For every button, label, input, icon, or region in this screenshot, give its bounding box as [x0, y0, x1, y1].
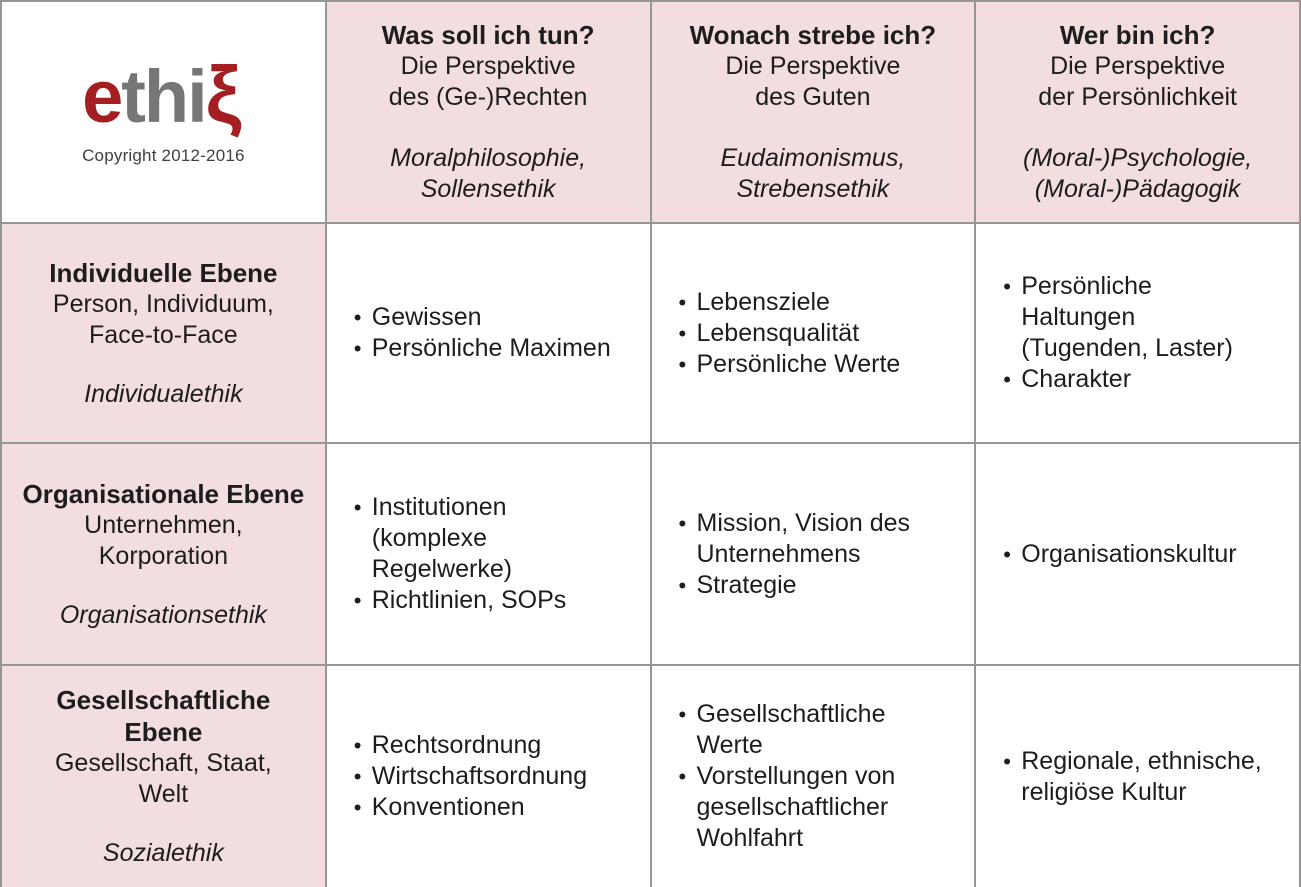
column-discipline-line: Strebensethik: [736, 175, 890, 203]
column-header-right: [327, 2, 650, 222]
column-discipline-line: (Moral-)Psychologie,: [1023, 144, 1253, 172]
bullet-list: [1003, 271, 1265, 395]
cell-organisational-personality: [976, 444, 1299, 664]
ethix-logo: [82, 50, 245, 139]
bullet-list: [354, 730, 616, 823]
bullet-list: [1003, 539, 1265, 570]
row-scope-line: Person, Individuum,: [52, 289, 274, 318]
column-discipline-block: [720, 143, 905, 205]
bullet-list: [679, 699, 941, 854]
column-perspective-line: des (Ge-)Rechten: [388, 83, 588, 111]
column-question: Wonach strebe ich?: [689, 20, 937, 50]
logo-wrap: [82, 50, 245, 166]
logo-cell: [2, 2, 325, 222]
column-discipline-block: [1023, 143, 1252, 205]
list-item: • Regionale, ethnische, religiöse Kultur: [1003, 746, 1265, 808]
column-perspective-line: Die Perspektive: [400, 52, 576, 80]
list-item: • Persönliche Maximen: [354, 333, 616, 364]
row-ethics-block: [103, 838, 224, 869]
cell-individual-right: [327, 224, 650, 442]
cell-societal-good: [652, 666, 975, 887]
column-discipline-block: [390, 143, 586, 205]
bullet-list: [1003, 746, 1265, 808]
list-item: • Richtlinien, SOPs: [354, 585, 616, 616]
column-header-good: [652, 2, 975, 222]
column-question: Wer bin ich?: [1059, 20, 1216, 50]
row-header-societal: [2, 666, 325, 887]
bullet-list: [679, 508, 941, 601]
list-item: • Strategie: [679, 570, 941, 601]
list-item: • Persönliche Werte: [679, 349, 941, 380]
row-ethics-label: Individualethik: [84, 379, 243, 408]
copyright-text: Copyright 2012-2016: [82, 146, 245, 165]
list-item: • Charakter: [1003, 364, 1265, 395]
row-scope-line: Welt: [138, 780, 189, 808]
list-item: • Lebensqualität: [679, 318, 941, 349]
column-perspective-line: des Guten: [755, 83, 871, 111]
row-scope-line: Korporation: [98, 541, 228, 570]
list-item: • Konventionen: [354, 792, 616, 823]
list-item: • Mission, Vision des Unternehmens: [679, 508, 941, 570]
row-scope-line: Unternehmen,: [84, 510, 243, 539]
row-scope-line: Gesellschaft, Staat,: [54, 749, 272, 777]
row-ethics-block: [84, 379, 242, 410]
column-discipline-line: Moralphilosophie,: [390, 144, 587, 172]
cell-organisational-right: [327, 444, 650, 664]
logo-xi-glyph: ξ: [205, 50, 242, 139]
list-item: • Gesellschaftliche Werte: [679, 699, 941, 761]
row-level: Organisationale Ebene: [22, 478, 305, 509]
row-header-individual: [2, 224, 325, 442]
cell-individual-good: [652, 224, 975, 442]
row-scope-line: Face-to-Face: [89, 320, 238, 349]
logo-letters-thi: thi: [121, 55, 206, 138]
cell-societal-personality: [976, 666, 1299, 887]
column-discipline-line: (Moral-)Pädagogik: [1034, 175, 1241, 203]
column-perspective-line: Die Perspektive: [1050, 52, 1226, 80]
row-ethics-label: Organisationsethik: [59, 600, 267, 629]
logo-letter-e: e: [82, 55, 122, 138]
cell-societal-right: [327, 666, 650, 887]
column-question: Was soll ich tun?: [381, 20, 595, 50]
list-item: • Organisationskultur: [1003, 539, 1265, 570]
list-item: • Lebensziele: [679, 287, 941, 318]
row-ethics-label: Sozialethik: [102, 839, 224, 867]
row-header-organisational: [2, 444, 325, 664]
list-item: • Persönliche Haltungen (Tugenden, Laster): [1003, 271, 1265, 364]
column-header-personality: [976, 2, 1299, 222]
list-item: • Wirtschaftsordnung: [354, 761, 616, 792]
column-discipline-line: Eudaimonismus,: [720, 144, 906, 172]
cell-organisational-good: [652, 444, 975, 664]
row-level: Gesellschaftliche Ebene: [56, 685, 271, 747]
row-level: Individuelle Ebene: [49, 257, 278, 288]
column-discipline-line: Sollensethik: [420, 175, 556, 203]
list-item: • Vorstellungen von gesellschaftlicher Wohlfahrt: [679, 761, 941, 854]
bullet-list: [354, 302, 616, 364]
cell-individual-personality: [976, 224, 1299, 442]
list-item: • Rechtsordnung: [354, 730, 616, 761]
bullet-list: [354, 492, 616, 616]
bullet-list: [679, 287, 941, 380]
list-item: • Gewissen: [354, 302, 616, 333]
row-ethics-block: [60, 600, 267, 631]
column-perspective-line: Die Perspektive: [725, 52, 901, 80]
list-item: • Institutionen (komplexe Regelwerke): [354, 492, 616, 585]
column-perspective-line: der Persönlichkeit: [1038, 83, 1237, 111]
